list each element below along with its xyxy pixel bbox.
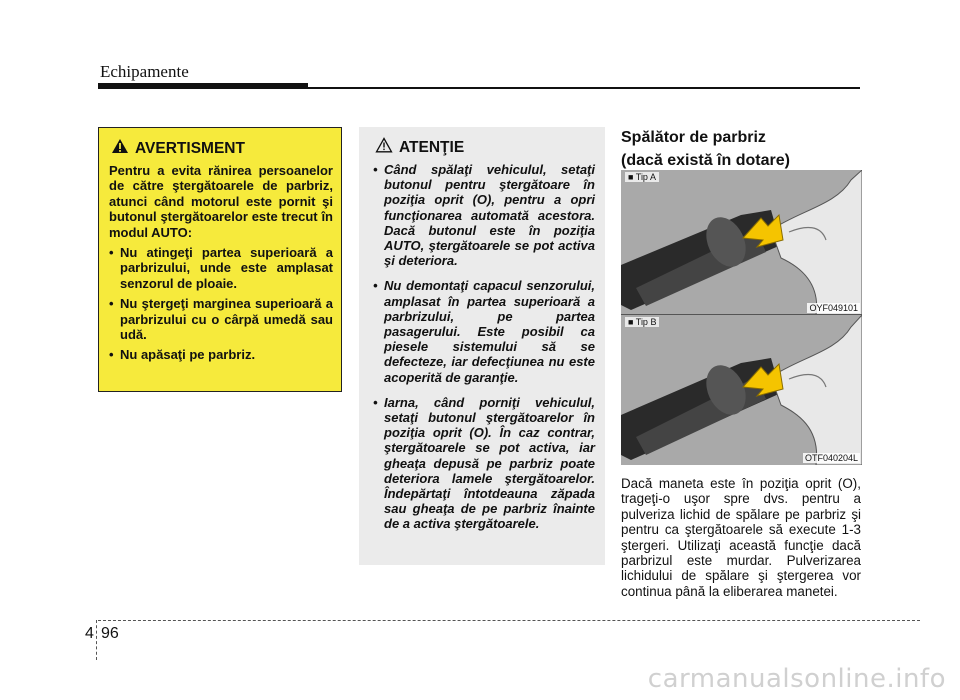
footer-rule xyxy=(98,620,920,621)
caution-list xyxy=(373,162,595,532)
section-title-line2: (dacă există în dotare) xyxy=(621,152,790,169)
figure-type-a xyxy=(621,170,862,315)
warning-box xyxy=(98,127,342,392)
caution-title-row xyxy=(375,137,595,158)
figure-code: OYF049101 xyxy=(809,303,858,313)
figure-label: ■ Tip A xyxy=(625,172,659,182)
section-title-line1: Spălător de parbriz xyxy=(621,129,766,146)
section-header-title: Echipamente xyxy=(100,62,189,81)
warning-item: • Nu ştergeţi marginea superioară a parbrizului cu o cârpă umedă sau udă. xyxy=(109,296,333,343)
caution-item: • Nu demontaţi capacul senzorului, amplasat în partea superioară a parbrizului, pe partea pasagerului. Este posibil ca piesele sistemului să se defecteze, iar defecţiunea nu este acoperită de garanţie. xyxy=(373,278,595,385)
warning-item: • Nu atingeţi partea superioară a parbrizului, unde este amplasat senzorul de ploaie. xyxy=(109,245,333,291)
footer-divider xyxy=(96,620,97,660)
warning-title-row xyxy=(111,138,333,159)
header-rule-accent xyxy=(98,83,308,89)
figure-code: OTF040204L xyxy=(804,453,858,463)
section-title xyxy=(621,126,861,172)
page-number: 96 xyxy=(101,625,119,642)
warning-list xyxy=(109,245,333,363)
caution-triangle-icon xyxy=(375,137,393,158)
wiper-stalk-illustration-a xyxy=(621,170,862,315)
watermark: carmanualsonline.info xyxy=(647,664,946,694)
section-body: Dacă maneta este în poziţia oprit (O), trageţi-o uşor spre dvs. pentru a pulveriza lichid de spălare pe parbriz şi pentru ca ştergătoarele să execute 1-3 ştergeri. Utilizaţi această funcţie dacă parbrizul este murdar. Pulverizarea lichidului de spălare şi ştergerea vor continua până la eliberarea manetei. xyxy=(621,476,861,599)
warning-title: AVERTISMENT xyxy=(135,139,245,157)
warning-triangle-icon xyxy=(111,138,129,159)
chapter-number: 4 xyxy=(85,625,94,642)
caution-item: • Când spălaţi vehiculul, setaţi butonul pentru ştergătoare în poziţia oprit (O), pentru a opri funcţionarea automată acestora. Dacă butonul este în poziţia AUTO, ştergătoarele se pot activa şi deteriora. xyxy=(373,162,595,269)
warning-item: • Nu apăsaţi pe parbriz. xyxy=(109,347,256,363)
wiper-stalk-illustration-b xyxy=(621,315,862,465)
figure-label: ■ Tip B xyxy=(625,317,659,327)
warning-intro: Pentru a evita rănirea persoanelor de către ştergătoarele de parbriz, atunci când motorul este pornit şi butonul ştergătoarelor este trecut în modul AUTO: xyxy=(109,163,333,240)
caution-item: • Iarna, când porniţi vehiculul, setaţi butonul ştergătoarelor în poziţia oprit (O). În caz contrar, ştergătoarele se pot activa, iar gheaţa depusă pe parbriz poate deteriora lamele ştergătoarelor. Îndepărtaţi întotdeauna zăpada sau gheaţa de pe parbriz înainte de a activa ştergătoarele. xyxy=(373,394,595,532)
caution-box xyxy=(359,127,605,565)
figure-type-b xyxy=(621,315,862,465)
caution-title: ATENŢIE xyxy=(399,138,465,156)
